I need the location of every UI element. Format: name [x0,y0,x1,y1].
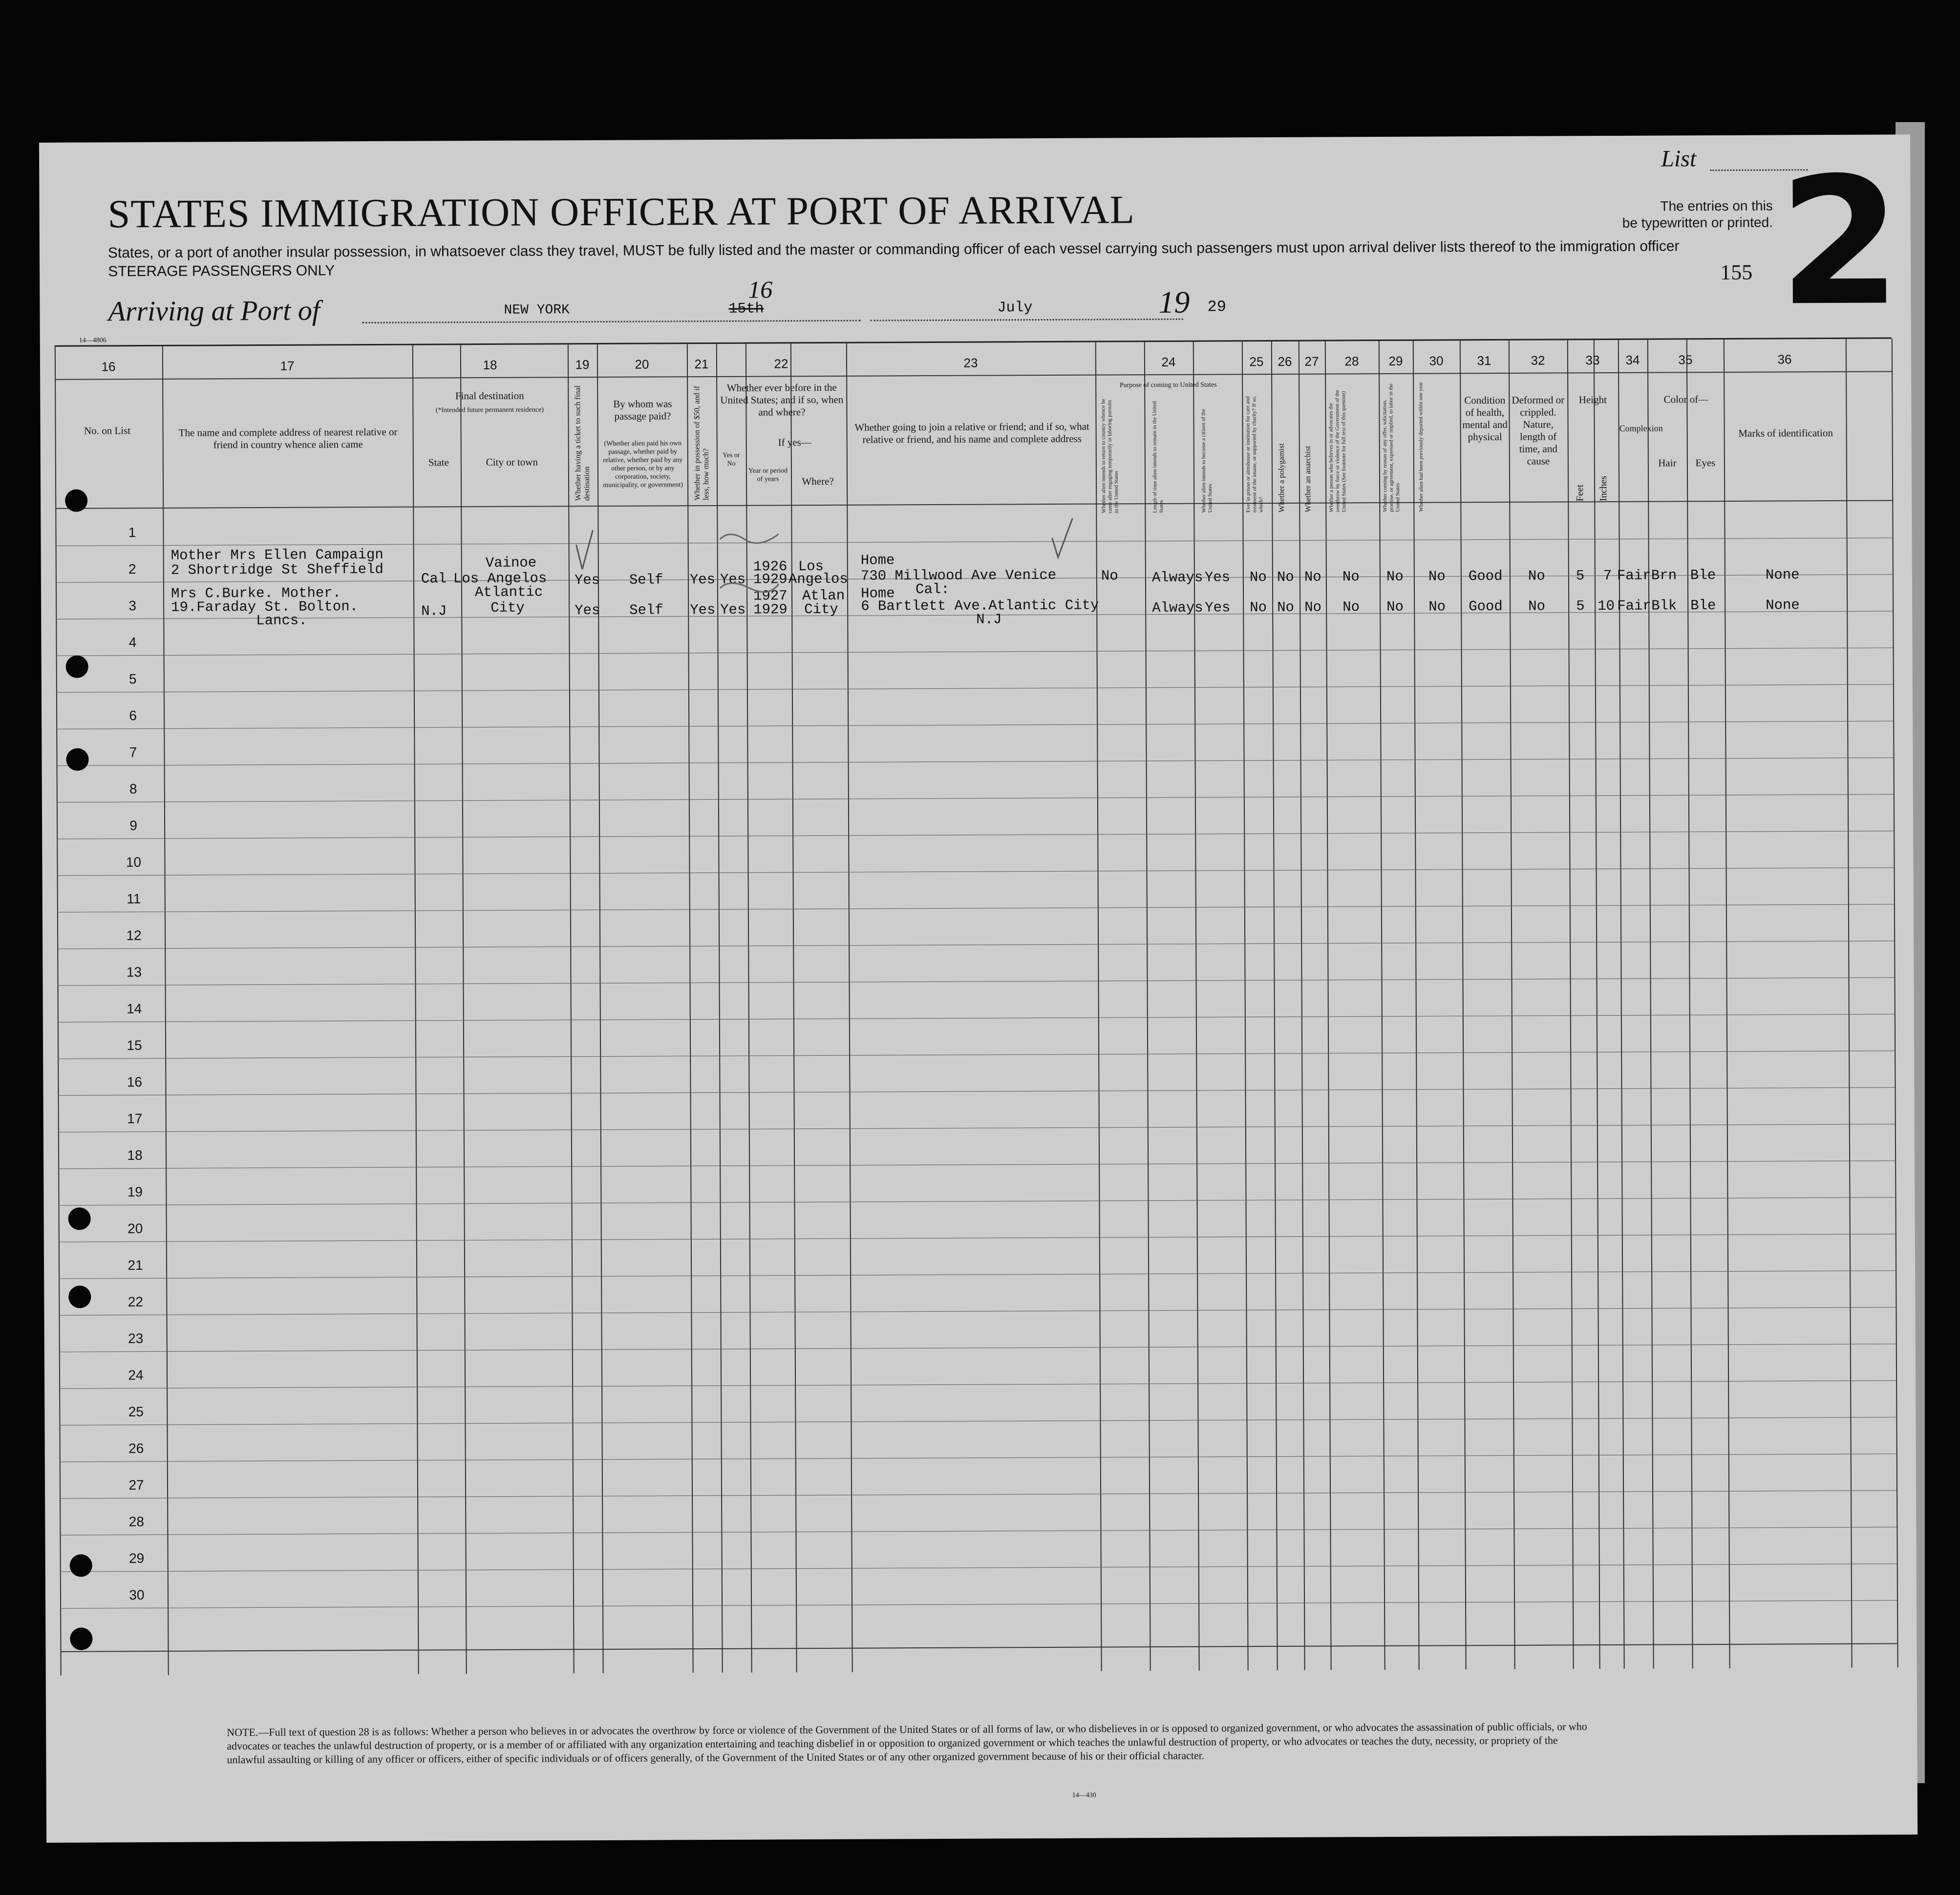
entry-1-join-1: Home [860,552,895,569]
port-line [362,320,861,323]
row-rule [59,1307,1896,1315]
row-number: 6 [129,708,137,724]
row-number: 2 [128,561,136,577]
header-anarchist: Whether an anarchist [1303,446,1313,512]
entry-1-deformed: No [1528,568,1545,584]
column-rule [1892,339,1898,1667]
entry-1-join-3: Cal: [915,581,950,598]
col-num-36: 36 [1777,352,1792,367]
entry-1-years-2: 1929 [753,571,788,588]
col-num-35: 35 [1678,352,1693,367]
entry-2-join-1: Home [860,585,895,602]
row-rule [59,1380,1896,1388]
entry-2-where-2: City [804,601,838,618]
entry-1-polygamist: No [1277,569,1294,585]
entry-2-deported: No [1428,598,1446,615]
col-num-26: 26 [1278,354,1292,369]
row-rule [58,1050,1895,1059]
row-number: 25 [128,1404,144,1420]
header-final-destination: Final destination [455,389,524,402]
header-yes-no: Yes or No [722,451,740,468]
col-num-29: 29 [1388,353,1403,368]
header-return: Whether alien intends to return to country whence he came after engaging temporarily in laboring pursuits in the United States [1100,399,1120,513]
entry-1-relative-line1: Mother Mrs Ellen Campaign [170,546,383,564]
header-inches: Inches [1598,475,1609,502]
header-passage-paid: By whom was passage paid? [613,398,672,422]
entry-2-before: Yes [720,601,746,618]
month-value: July [997,299,1033,317]
punch-hole [66,748,88,771]
row-number: 13 [126,964,142,980]
row-number: 21 [128,1257,143,1273]
steerage-label: STEERAGE PASSENGERS ONLY [108,262,335,280]
manifest-table [55,337,1897,1675]
row-rule [58,1087,1895,1095]
header-city: City or town [486,456,538,468]
entry-1-length: Always [1151,569,1203,586]
entry-1-join-2: 730 Millwood Ave Venice [860,567,1057,584]
entry-2-marks: None [1766,597,1800,614]
row-rule [58,1124,1895,1132]
year-prefix: 19 [1158,284,1190,320]
row-number: 14 [127,1001,142,1017]
entry-2-length: Always [1152,599,1203,617]
row-rule [59,1417,1896,1425]
sheet-number: 155 [1720,260,1753,284]
row-rule [57,940,1894,949]
entry-1-paid-by: Self [629,572,663,588]
entry-2-hair: Blk [1651,597,1677,614]
day-handwritten-value: 16 [748,276,773,303]
port-value: NEW YORK [504,302,570,318]
bottom-rule [60,1643,1897,1652]
header-purpose: Purpose of coming to United States [1119,381,1217,389]
col-num-27: 27 [1304,354,1319,369]
entry-2-where-1: Atlan [802,587,845,604]
col-num-25: 25 [1249,354,1264,369]
row-rule [57,904,1894,912]
header-length: Length of time alien intends to remain in the United States [1151,401,1165,513]
row-rule [57,757,1894,766]
punch-hole [70,1554,92,1577]
header-hair: Hair [1658,457,1677,469]
entry-2-polygamist: No [1277,599,1295,616]
entry-2-eyes: Ble [1690,597,1716,614]
row-rule [60,1490,1896,1498]
row-number: 8 [129,781,137,797]
manifest-page [39,134,1917,1843]
entry-1-inches: 7 [1603,567,1612,584]
checkmark-icon [576,530,593,569]
header-state: State [428,456,449,468]
punch-hole [66,656,88,678]
entry-2-citizen: Yes [1205,599,1231,616]
col-num-24: 24 [1161,354,1176,369]
entry-1-relative-line2: 2 Shortridge St Sheffield [170,561,383,578]
entry-2-join-2: 6 Bartlett Ave.Atlantic City [861,597,1099,615]
list-note-line-2: be typewritten or printed. [1622,214,1773,231]
entry-2-prison: No [1250,599,1267,616]
entry-2-join-3: N.J [976,611,1002,628]
entry-1-anarchist: No [1304,569,1321,585]
row-number: 26 [128,1441,144,1456]
entry-2-deformed: No [1528,598,1546,615]
entry-1-city-top: Vainoe [485,554,537,572]
row-number: 20 [128,1221,143,1236]
row-rule [58,977,1895,985]
pencil-scribble-2 [720,583,779,592]
entry-2-anarchist: No [1304,599,1322,616]
date-line [871,319,1183,321]
col-num-32: 32 [1531,353,1545,368]
entry-1-fifty: Yes [689,571,716,588]
arriving-label: Arriving at Port of [108,294,320,327]
row-number: 24 [128,1367,144,1383]
entry-2-state: N.J [421,603,447,619]
entry-2-relative-line3: Lancs. [256,612,307,629]
col-num-34: 34 [1625,352,1640,367]
header-deported: Whether alien had been previously deported within one year [1418,382,1425,512]
row-number: 1 [128,525,136,540]
col-num-28: 28 [1344,354,1359,369]
entry-1-deported: No [1428,568,1446,585]
row-number: 30 [129,1587,145,1603]
row-number: 15 [127,1038,142,1053]
row-number: 12 [126,928,142,943]
row-number: 18 [127,1148,143,1163]
instructions-text: States, or a port of another insular possession, in whatsoever class they travel, MUST be fully listed and the master or commanding officer of each vessel carrying such passengers must upon arrival deliver lists thereof to the immigration officer [107,238,1680,261]
row-number: 10 [126,854,142,870]
header-marks: Marks of identification [1738,426,1833,439]
header-where: Where? [802,475,834,488]
row-number: 23 [128,1331,144,1346]
list-number: 2 [1778,139,1902,345]
row-rule [59,1343,1896,1352]
header-fifty-dollars: Whether in possession of $50, and if less, how much? [693,385,711,501]
row-number: 29 [128,1551,145,1566]
row-rule [60,1527,1896,1535]
col-num-18: 18 [483,357,497,373]
header-ticket: Whether having a ticket to such final destination [574,385,592,501]
list-note-line-1: The entries on this [1660,198,1773,214]
header-relative: The name and complete address of nearest relative or friend in country whence alien came [178,426,398,451]
row-rule [60,1453,1896,1462]
checkmark-icon-2 [1052,518,1072,557]
header-passage-paid-note: (Whether alien paid his own passage, whether paid by relative, whether paid by any other person, or by any corporation, society, municipality, or government) [603,440,683,489]
entry-1-marks: None [1765,567,1800,583]
row-number: 22 [128,1294,144,1310]
col-num-16: 16 [101,359,116,374]
form-code: 14—4806 [79,337,107,344]
header-before-in-us: Whether ever before in the United States; and if so, when and where? [720,381,844,418]
col-num-31: 31 [1477,353,1491,368]
header-year: Year or period of years [748,467,788,483]
list-note [1622,198,1773,232]
header-citizen: Whether alien intends to become a citizen of the United States [1200,409,1214,513]
page-title: STATES IMMIGRATION OFFICER AT PORT OF ARRIVAL [107,187,1135,236]
entry-2-complexion: Fair [1617,597,1651,614]
row-number: 16 [127,1074,143,1090]
row-rule [57,867,1894,875]
entry-2-relative-line1: Mrs C.Burke. Mother. [170,585,341,602]
header-eyes: Eyes [1695,457,1716,469]
row-number: 11 [127,891,141,907]
col-num-33: 33 [1585,353,1600,368]
row-rule [60,1563,1897,1572]
header-if-yes: If yes— [778,436,811,448]
row-rule [60,1600,1897,1608]
header-complexion: Complexion [1619,423,1663,433]
row-rule [58,1197,1895,1205]
entry-1-health: Good [1468,568,1503,585]
entry-2-city: City [490,599,525,616]
row-number: 28 [128,1514,144,1530]
punch-hole [68,1208,91,1230]
header-health: Condition of health, mental and physical [1462,394,1508,443]
entry-1-state: Cal [421,571,447,587]
entry-2-inches: 10 [1598,597,1615,615]
col-num-30: 30 [1429,353,1444,368]
entry-2-paid-by: Self [629,602,663,618]
punch-hole [65,490,87,512]
header-join-relative: Whether going to join a relative or friend; and if so, what relative or friend, and his name and complete address [854,420,1089,446]
row-rule [56,721,1893,729]
header-height: Height [1578,394,1607,406]
col-num-17: 17 [280,358,295,373]
punch-hole [68,1286,91,1308]
pencil-annotations [55,339,1893,688]
entry-2-ticket: Yes [575,602,600,619]
row-number: 17 [127,1111,143,1127]
row-number: 4 [128,635,137,650]
col-num-23: 23 [963,355,978,370]
row-rule [57,830,1894,839]
entry-1-feet: 5 [1576,568,1585,584]
row-rule [59,1234,1896,1242]
row-number: 27 [128,1477,144,1493]
entry-1-where-1: Los [798,558,824,575]
entry-2-health: Good [1469,598,1503,615]
entry-2-relative-line2: 19.Faraday St. Bolton. [171,598,359,616]
entry-1-before: Yes [720,571,746,588]
header-no-on-list: No. on List [84,425,131,437]
entry-1-offer: No [1386,568,1404,585]
row-rule [59,1270,1896,1278]
entry-2-years-1: 1927 [753,588,788,604]
col-num-22: 22 [774,356,788,371]
header-final-destination-note: (*Intended future permanent residence) [435,406,544,414]
col-num-21: 21 [694,357,709,372]
entry-2-years-2: 1929 [753,601,788,618]
entry-1-return: No [1101,568,1118,584]
row-number: 3 [128,598,136,614]
header-feet: Feet [1575,484,1586,502]
entry-1-citizen: Yes [1204,569,1231,586]
header-overthrow: Whether a person who believes in or advocates the overthrow by force or violence of the Government of the United States (See footnote for full text of this question) [1328,390,1347,512]
entry-1-complexion: Fair [1617,567,1651,584]
year-value: 29 [1207,298,1226,316]
row-rule [58,1014,1895,1022]
entry-1-hair: Brn [1651,567,1677,584]
entry-1-years-1: 1926 [753,558,788,575]
header-color: Color of— [1663,393,1709,405]
entry-2-fifty: Yes [690,601,716,618]
header-deformed: Deformed or crippled. Nature, length of time, and cause [1512,394,1565,467]
footnote-code: 14—430 [1072,1791,1096,1799]
row-number: 9 [129,818,137,833]
col-num-20: 20 [635,357,649,372]
entry-1-overthrow: No [1342,569,1360,585]
row-number: 19 [127,1184,143,1200]
entry-2-offer: No [1386,598,1404,615]
punch-hole [70,1628,92,1650]
entry-1-eyes: Ble [1690,567,1716,584]
header-polygamist: Whether a polygamist [1277,443,1286,512]
entry-1-where-2: Angelos [788,571,848,588]
footnote: NOTE.—Full text of question 28 is as follows: Whether a person who believes in or advocates the overthrow by force or violence of the Government of the United States or of all forms of law, or who disbelieves in or is opposed to organized government, or who advocates the assassination of public officials, or who advocates or teaches the unlawful destruction of property, or is a member of or affiliated with any organization entertaining and teaching disbelief in or opposition to organized government or which teaches the unlawful destruction of property, or who advocates or teaches the duty, necessity, or propriety of the unlawful assaulting or killing of any officer or officers, either of specific individuals or of officers generally, of the Government of the United States or of any other organized government because of his or their official character. [227,1720,1587,1766]
entry-2-feet: 5 [1576,598,1585,615]
header-offer: Whether coming by reason of any offer, solicitation, promise, or agreement, expressed or implied, to labor in the United States [1382,383,1401,512]
pencil-scribble [720,534,779,543]
row-number: 7 [129,745,137,760]
row-rule [57,794,1894,802]
entry-1-ticket: Yes [574,572,600,589]
col-num-19: 19 [575,357,590,372]
row-rule [58,1160,1895,1169]
day-typed-value: 15th [728,300,764,318]
row-number: 5 [128,671,137,687]
entry-2-overthrow: No [1342,599,1360,616]
list-label: List [1661,146,1697,172]
header-prison: Ever in prison or almshouse or institution for care and treatment of the insane, or supported by charity? If so, which? [1245,396,1264,513]
entry-1-prison: No [1249,569,1267,586]
entry-1-city: Los Angelos [453,570,547,587]
entry-2-city-top: Atlantic [474,584,543,601]
